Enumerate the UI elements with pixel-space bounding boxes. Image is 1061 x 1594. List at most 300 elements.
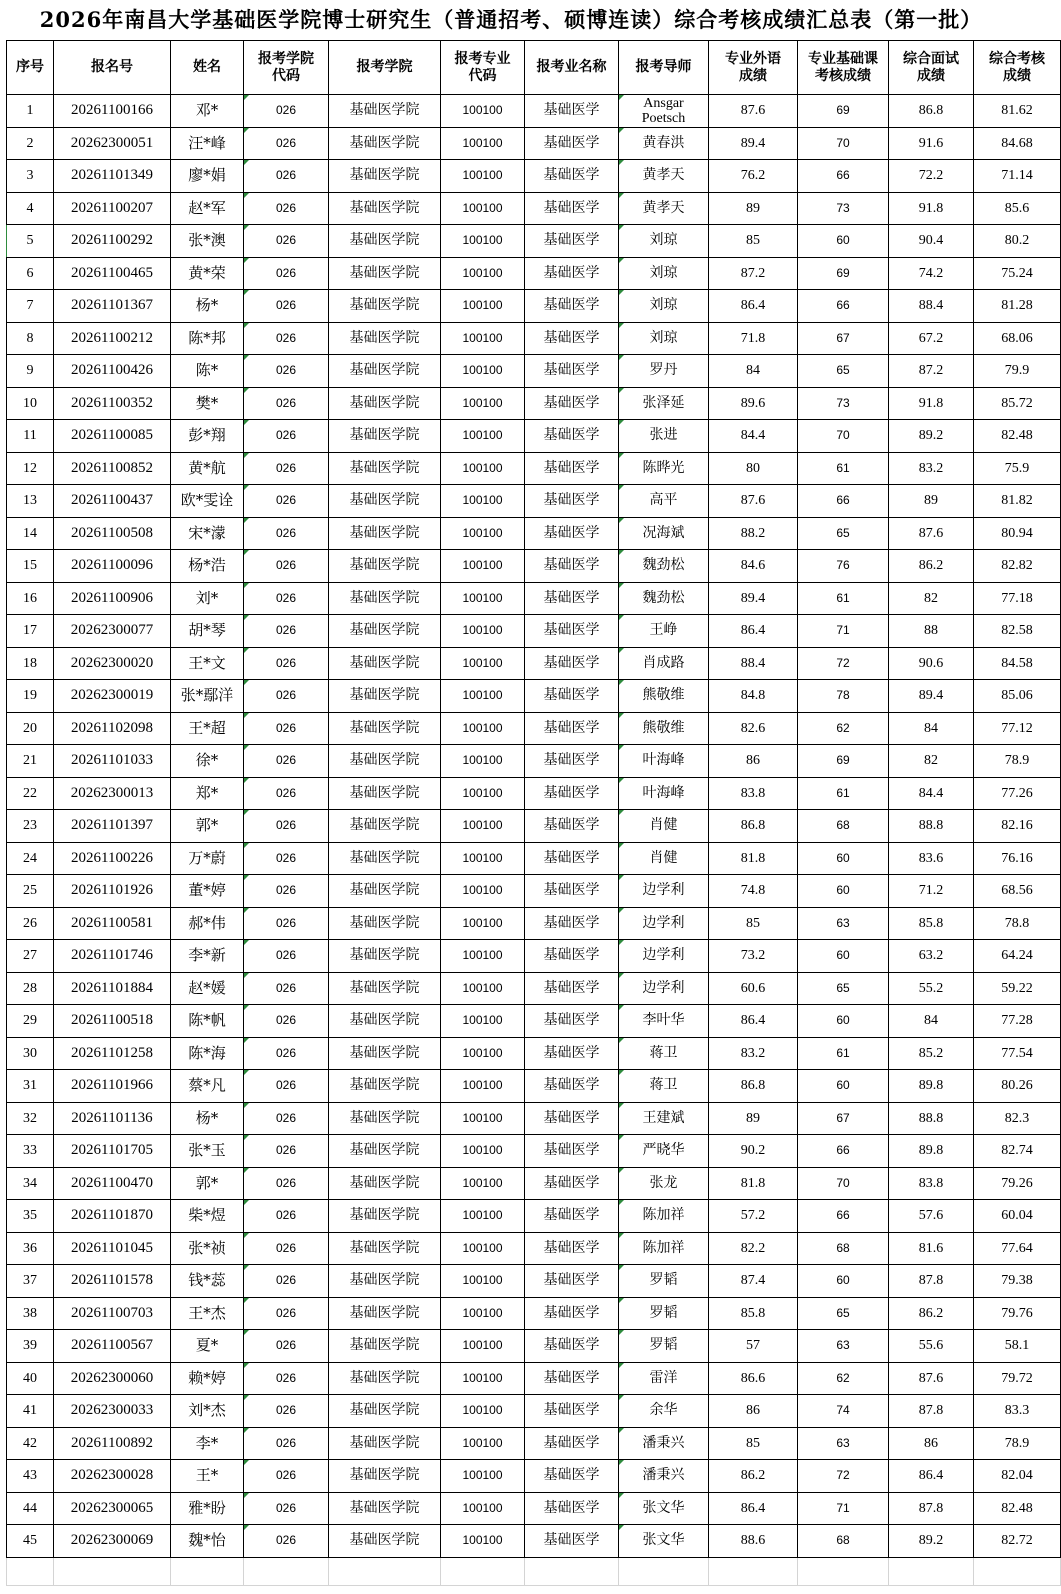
table-row	[7, 875, 1061, 908]
college-code-cell: 026	[244, 1427, 329, 1460]
major-code-cell: 100100	[441, 160, 525, 193]
candidate-name-cell: 宋*濛	[171, 517, 244, 550]
supervisor-cell: 罗韬	[619, 1330, 709, 1363]
major-code-cell: 100100	[441, 485, 525, 518]
registration-number-cell: 20262300033	[54, 1395, 171, 1428]
interview-score-cell: 86	[889, 1427, 974, 1460]
candidate-name-cell: 陈*帆	[171, 1005, 244, 1038]
basic-course-score-cell: 76	[798, 550, 889, 583]
table-row	[7, 582, 1061, 615]
table-row	[7, 810, 1061, 843]
registration-number-cell: 20262300013	[54, 777, 171, 810]
overall-score-cell: 81.28	[974, 290, 1061, 323]
major-name-cell: 基础医学	[525, 485, 619, 518]
header-overall-score	[974, 41, 1061, 95]
major-code-cell: 100100	[441, 127, 525, 160]
serial-number-cell: 20	[7, 712, 54, 745]
college-name-cell: 基础医学院	[329, 940, 441, 973]
candidate-name-cell: 彭*翔	[171, 420, 244, 453]
foreign-language-score-cell: 86.6	[709, 1362, 798, 1395]
overall-score-cell: 78.8	[974, 907, 1061, 940]
candidate-name-cell: 刘*	[171, 582, 244, 615]
table-row	[7, 842, 1061, 875]
major-code-cell: 100100	[441, 940, 525, 973]
interview-score-cell: 83.2	[889, 452, 974, 485]
interview-score-cell: 89.8	[889, 1135, 974, 1168]
basic-course-score-cell: 66	[798, 290, 889, 323]
registration-number-cell: 20262300028	[54, 1460, 171, 1493]
supervisor-cell: 罗丹	[619, 355, 709, 388]
overall-score-cell: 60.04	[974, 1200, 1061, 1233]
serial-number-cell: 14	[7, 517, 54, 550]
interview-score-cell: 74.2	[889, 257, 974, 290]
basic-course-score-cell: 61	[798, 1037, 889, 1070]
major-name-cell: 基础医学	[525, 810, 619, 843]
college-code-cell: 026	[244, 225, 329, 258]
serial-number-cell: 22	[7, 777, 54, 810]
table-row	[7, 387, 1061, 420]
foreign-language-score-cell: 84.6	[709, 550, 798, 583]
foreign-language-score-cell: 80	[709, 452, 798, 485]
candidate-name-cell: 胡*琴	[171, 615, 244, 648]
empty-cell	[974, 1557, 1061, 1585]
serial-number-cell: 13	[7, 485, 54, 518]
overall-score-cell: 85.72	[974, 387, 1061, 420]
overall-score-cell: 82.48	[974, 1492, 1061, 1525]
candidate-name-cell: 王*文	[171, 647, 244, 680]
interview-score-cell: 88	[889, 615, 974, 648]
candidate-name-cell: 徐*	[171, 745, 244, 778]
overall-score-cell: 75.24	[974, 257, 1061, 290]
foreign-language-score-cell: 85.8	[709, 1297, 798, 1330]
basic-course-score-cell: 70	[798, 1167, 889, 1200]
basic-course-score-cell: 62	[798, 712, 889, 745]
foreign-language-score-cell: 87.6	[709, 485, 798, 518]
basic-course-score-cell: 67	[798, 1102, 889, 1135]
college-name-cell: 基础医学院	[329, 420, 441, 453]
supervisor-cell: 严晓华	[619, 1135, 709, 1168]
college-code-cell: 026	[244, 712, 329, 745]
major-name-cell: 基础医学	[525, 1460, 619, 1493]
college-code-cell: 026	[244, 420, 329, 453]
header-college-name	[329, 41, 441, 95]
college-name-cell: 基础医学院	[329, 1135, 441, 1168]
overall-score-cell: 85.06	[974, 680, 1061, 713]
interview-score-cell: 84	[889, 712, 974, 745]
interview-score-cell: 84.4	[889, 777, 974, 810]
college-name-cell: 基础医学院	[329, 1167, 441, 1200]
foreign-language-score-cell: 89	[709, 192, 798, 225]
major-code-cell: 100100	[441, 615, 525, 648]
college-name-cell: 基础医学院	[329, 1460, 441, 1493]
college-name-cell: 基础医学院	[329, 192, 441, 225]
candidate-name-cell: 雅*盼	[171, 1492, 244, 1525]
table-row	[7, 972, 1061, 1005]
major-name-cell: 基础医学	[525, 1427, 619, 1460]
interview-score-cell: 87.8	[889, 1395, 974, 1428]
interview-score-cell: 88.4	[889, 290, 974, 323]
college-name-cell: 基础医学院	[329, 1005, 441, 1038]
major-name-cell: 基础医学	[525, 842, 619, 875]
foreign-language-score-cell: 85	[709, 907, 798, 940]
college-name-cell: 基础医学院	[329, 810, 441, 843]
table-row	[7, 160, 1061, 193]
header-candidate-name	[171, 41, 244, 95]
overall-score-cell: 82.58	[974, 615, 1061, 648]
foreign-language-score-cell: 89.4	[709, 582, 798, 615]
interview-score-cell: 57.6	[889, 1200, 974, 1233]
major-code-cell: 100100	[441, 225, 525, 258]
foreign-language-score-cell: 85	[709, 1427, 798, 1460]
registration-number-cell: 20261100207	[54, 192, 171, 225]
interview-score-cell: 86.2	[889, 1297, 974, 1330]
college-name-cell: 基础医学院	[329, 972, 441, 1005]
serial-number-cell: 17	[7, 615, 54, 648]
college-code-cell: 026	[244, 1395, 329, 1428]
candidate-name-cell: 万*蔚	[171, 842, 244, 875]
header-label: 综合考核成绩	[988, 50, 1045, 84]
candidate-name-cell: 郝*伟	[171, 907, 244, 940]
college-code-cell: 026	[244, 842, 329, 875]
college-code-cell: 026	[244, 1492, 329, 1525]
major-name-cell: 基础医学	[525, 1492, 619, 1525]
serial-number-cell: 28	[7, 972, 54, 1005]
major-code-cell: 100100	[441, 1070, 525, 1103]
serial-number-cell: 36	[7, 1232, 54, 1265]
candidate-name-cell: 夏*	[171, 1330, 244, 1363]
serial-number-cell: 3	[7, 160, 54, 193]
table-row	[7, 1102, 1061, 1135]
overall-score-cell: 79.76	[974, 1297, 1061, 1330]
major-name-cell: 基础医学	[525, 1362, 619, 1395]
major-code-cell: 100100	[441, 1297, 525, 1330]
serial-number-cell: 6	[7, 257, 54, 290]
major-name-cell: 基础医学	[525, 452, 619, 485]
major-name-cell: 基础医学	[525, 95, 619, 128]
major-name-cell: 基础医学	[525, 1070, 619, 1103]
serial-number-cell: 18	[7, 647, 54, 680]
major-code-cell: 100100	[441, 1265, 525, 1298]
foreign-language-score-cell: 84.4	[709, 420, 798, 453]
registration-number-cell: 20261101136	[54, 1102, 171, 1135]
major-code-cell: 100100	[441, 1232, 525, 1265]
college-name-cell: 基础医学院	[329, 1232, 441, 1265]
overall-score-cell: 82.82	[974, 550, 1061, 583]
header-label: 综合面试成绩	[902, 50, 959, 84]
college-name-cell: 基础医学院	[329, 160, 441, 193]
major-code-cell: 100100	[441, 875, 525, 908]
college-name-cell: 基础医学院	[329, 842, 441, 875]
college-code-cell: 026	[244, 1005, 329, 1038]
supervisor-cell: 陈晔光	[619, 452, 709, 485]
overall-score-cell: 81.82	[974, 485, 1061, 518]
serial-number-cell: 15	[7, 550, 54, 583]
header-label: 报考业名称	[536, 59, 607, 75]
table-row	[7, 290, 1061, 323]
overall-score-cell: 79.9	[974, 355, 1061, 388]
interview-score-cell: 72.2	[889, 160, 974, 193]
basic-course-score-cell: 74	[798, 1395, 889, 1428]
foreign-language-score-cell: 89	[709, 1102, 798, 1135]
header-interview-score	[889, 41, 974, 95]
college-code-cell: 026	[244, 290, 329, 323]
candidate-name-cell: 汪*峰	[171, 127, 244, 160]
supervisor-cell: 黄孝天	[619, 160, 709, 193]
registration-number-cell: 20261100292	[54, 225, 171, 258]
major-code-cell: 100100	[441, 420, 525, 453]
table-row	[7, 322, 1061, 355]
serial-number-cell: 27	[7, 940, 54, 973]
foreign-language-score-cell: 86.4	[709, 1005, 798, 1038]
serial-number-cell: 30	[7, 1037, 54, 1070]
supervisor-cell: 张泽延	[619, 387, 709, 420]
foreign-language-score-cell: 87.2	[709, 257, 798, 290]
supervisor-cell: 潘秉兴	[619, 1460, 709, 1493]
table-row	[7, 550, 1061, 583]
college-code-cell: 026	[244, 777, 329, 810]
major-code-cell: 100100	[441, 1167, 525, 1200]
major-name-cell: 基础医学	[525, 972, 619, 1005]
foreign-language-score-cell: 60.6	[709, 972, 798, 1005]
registration-number-cell: 20261100096	[54, 550, 171, 583]
overall-score-cell: 80.26	[974, 1070, 1061, 1103]
college-name-cell: 基础医学院	[329, 1525, 441, 1558]
foreign-language-score-cell: 85	[709, 225, 798, 258]
foreign-language-score-cell: 86.4	[709, 1492, 798, 1525]
major-name-cell: 基础医学	[525, 1005, 619, 1038]
page-title: 2026年南昌大学基础医学院博士研究生（普通招考、硕博连读）综合考核成绩汇总表（第一批）	[39, 7, 983, 32]
serial-number-cell: 8	[7, 322, 54, 355]
basic-course-score-cell: 70	[798, 127, 889, 160]
serial-number-cell: 26	[7, 907, 54, 940]
college-name-cell: 基础医学院	[329, 452, 441, 485]
serial-number-cell: 23	[7, 810, 54, 843]
major-code-cell: 100100	[441, 95, 525, 128]
registration-number-cell: 20261100226	[54, 842, 171, 875]
table-row	[7, 95, 1061, 128]
registration-number-cell: 20261101926	[54, 875, 171, 908]
empty-cell	[525, 1557, 619, 1585]
serial-number-cell: 19	[7, 680, 54, 713]
basic-course-score-cell: 60	[798, 1070, 889, 1103]
overall-score-cell: 64.24	[974, 940, 1061, 973]
table-row	[7, 517, 1061, 550]
college-name-cell: 基础医学院	[329, 582, 441, 615]
major-name-cell: 基础医学	[525, 1200, 619, 1233]
major-code-cell: 100100	[441, 582, 525, 615]
basic-course-score-cell: 69	[798, 745, 889, 778]
registration-number-cell: 20262300019	[54, 680, 171, 713]
table-row	[7, 1200, 1061, 1233]
candidate-name-cell: 欧*雯诠	[171, 485, 244, 518]
foreign-language-score-cell: 82.2	[709, 1232, 798, 1265]
supervisor-cell: 黄孝天	[619, 192, 709, 225]
interview-score-cell: 89	[889, 485, 974, 518]
college-name-cell: 基础医学院	[329, 95, 441, 128]
major-code-cell: 100100	[441, 907, 525, 940]
header-label: 报考学院	[356, 59, 413, 75]
interview-score-cell: 55.6	[889, 1330, 974, 1363]
basic-course-score-cell: 60	[798, 875, 889, 908]
serial-number-cell: 41	[7, 1395, 54, 1428]
basic-course-score-cell: 65	[798, 517, 889, 550]
serial-number-cell: 34	[7, 1167, 54, 1200]
table-row	[7, 745, 1061, 778]
supervisor-cell: 高平	[619, 485, 709, 518]
major-name-cell: 基础医学	[525, 550, 619, 583]
major-name-cell: 基础医学	[525, 160, 619, 193]
registration-number-cell: 20261100508	[54, 517, 171, 550]
interview-score-cell: 91.8	[889, 192, 974, 225]
header-row	[7, 41, 1061, 95]
basic-course-score-cell: 63	[798, 1330, 889, 1363]
candidate-name-cell: 王*杰	[171, 1297, 244, 1330]
basic-course-score-cell: 68	[798, 1232, 889, 1265]
table-row	[7, 452, 1061, 485]
overall-score-cell: 77.12	[974, 712, 1061, 745]
major-code-cell: 100100	[441, 290, 525, 323]
candidate-name-cell: 赖*婷	[171, 1362, 244, 1395]
basic-course-score-cell: 60	[798, 1005, 889, 1038]
major-name-cell: 基础医学	[525, 1525, 619, 1558]
supervisor-cell: 罗韬	[619, 1265, 709, 1298]
college-code-cell: 026	[244, 387, 329, 420]
overall-score-cell: 78.9	[974, 745, 1061, 778]
foreign-language-score-cell: 73.2	[709, 940, 798, 973]
major-name-cell: 基础医学	[525, 582, 619, 615]
table-row	[7, 1492, 1061, 1525]
candidate-name-cell: 廖*娟	[171, 160, 244, 193]
supervisor-cell: 刘琼	[619, 322, 709, 355]
foreign-language-score-cell: 82.6	[709, 712, 798, 745]
serial-number-cell: 32	[7, 1102, 54, 1135]
college-code-cell: 026	[244, 1297, 329, 1330]
major-name-cell: 基础医学	[525, 1167, 619, 1200]
header-college-code	[244, 41, 329, 95]
overall-score-cell: 83.3	[974, 1395, 1061, 1428]
interview-score-cell: 86.4	[889, 1460, 974, 1493]
interview-score-cell: 81.6	[889, 1232, 974, 1265]
serial-number-cell: 35	[7, 1200, 54, 1233]
table-row	[7, 647, 1061, 680]
college-name-cell: 基础医学院	[329, 1427, 441, 1460]
major-code-cell: 100100	[441, 680, 525, 713]
table-row	[7, 1525, 1061, 1558]
college-code-cell: 026	[244, 1232, 329, 1265]
college-code-cell: 026	[244, 1460, 329, 1493]
supervisor-cell: 魏劲松	[619, 582, 709, 615]
overall-score-cell: 77.28	[974, 1005, 1061, 1038]
foreign-language-score-cell: 86.4	[709, 290, 798, 323]
table-header	[7, 41, 1061, 95]
college-code-cell: 026	[244, 1167, 329, 1200]
basic-course-score-cell: 71	[798, 615, 889, 648]
registration-number-cell: 20261101045	[54, 1232, 171, 1265]
serial-number-cell: 1	[7, 95, 54, 128]
table-row	[7, 1460, 1061, 1493]
college-code-cell: 026	[244, 355, 329, 388]
interview-score-cell: 83.8	[889, 1167, 974, 1200]
foreign-language-score-cell: 89.6	[709, 387, 798, 420]
supervisor-cell: 肖成路	[619, 647, 709, 680]
major-name-cell: 基础医学	[525, 1330, 619, 1363]
basic-course-score-cell: 66	[798, 1200, 889, 1233]
interview-score-cell: 82	[889, 745, 974, 778]
header-label: 姓名	[193, 59, 221, 75]
overall-score-cell: 82.16	[974, 810, 1061, 843]
college-name-cell: 基础医学院	[329, 1200, 441, 1233]
candidate-name-cell: 柴*煜	[171, 1200, 244, 1233]
serial-number-cell: 31	[7, 1070, 54, 1103]
registration-number-cell: 20261100437	[54, 485, 171, 518]
interview-score-cell: 86.8	[889, 95, 974, 128]
registration-number-cell: 20262300020	[54, 647, 171, 680]
basic-course-score-cell: 61	[798, 452, 889, 485]
supervisor-cell: 叶海峰	[619, 777, 709, 810]
major-code-cell: 100100	[441, 1525, 525, 1558]
foreign-language-score-cell: 86.2	[709, 1460, 798, 1493]
header-label: 报考学院代码	[257, 50, 314, 84]
interview-score-cell: 55.2	[889, 972, 974, 1005]
major-name-cell: 基础医学	[525, 127, 619, 160]
major-code-cell: 100100	[441, 322, 525, 355]
interview-score-cell: 87.8	[889, 1265, 974, 1298]
major-name-cell: 基础医学	[525, 1265, 619, 1298]
table-row	[7, 485, 1061, 518]
candidate-name-cell: 刘*杰	[171, 1395, 244, 1428]
serial-number-cell: 24	[7, 842, 54, 875]
candidate-name-cell: 杨*	[171, 290, 244, 323]
interview-score-cell: 88.8	[889, 1102, 974, 1135]
table-row	[7, 1427, 1061, 1460]
college-name-cell: 基础医学院	[329, 387, 441, 420]
supervisor-cell: 陈加祥	[619, 1232, 709, 1265]
serial-number-cell: 5	[7, 225, 54, 258]
basic-course-score-cell: 70	[798, 420, 889, 453]
college-code-cell: 026	[244, 680, 329, 713]
college-code-cell: 026	[244, 160, 329, 193]
major-code-cell: 100100	[441, 1005, 525, 1038]
registration-number-cell: 20261100567	[54, 1330, 171, 1363]
college-code-cell: 026	[244, 907, 329, 940]
table-row	[7, 1265, 1061, 1298]
major-name-cell: 基础医学	[525, 1297, 619, 1330]
serial-number-cell: 43	[7, 1460, 54, 1493]
major-code-cell: 100100	[441, 1460, 525, 1493]
interview-score-cell: 87.6	[889, 1362, 974, 1395]
overall-score-cell: 82.04	[974, 1460, 1061, 1493]
overall-score-cell: 82.48	[974, 420, 1061, 453]
registration-number-cell: 20261101746	[54, 940, 171, 973]
table-body	[7, 95, 1061, 1586]
header-registration-number	[54, 41, 171, 95]
college-name-cell: 基础医学院	[329, 1362, 441, 1395]
college-name-cell: 基础医学院	[329, 647, 441, 680]
serial-number-cell: 40	[7, 1362, 54, 1395]
overall-score-cell: 82.74	[974, 1135, 1061, 1168]
candidate-name-cell: 李*新	[171, 940, 244, 973]
college-name-cell: 基础医学院	[329, 680, 441, 713]
candidate-name-cell: 樊*	[171, 387, 244, 420]
major-code-cell: 100100	[441, 1102, 525, 1135]
college-name-cell: 基础医学院	[329, 1265, 441, 1298]
basic-course-score-cell: 69	[798, 95, 889, 128]
candidate-name-cell: 郭*	[171, 810, 244, 843]
basic-course-score-cell: 66	[798, 485, 889, 518]
major-code-cell: 100100	[441, 972, 525, 1005]
major-code-cell: 100100	[441, 452, 525, 485]
supervisor-cell: 张龙	[619, 1167, 709, 1200]
